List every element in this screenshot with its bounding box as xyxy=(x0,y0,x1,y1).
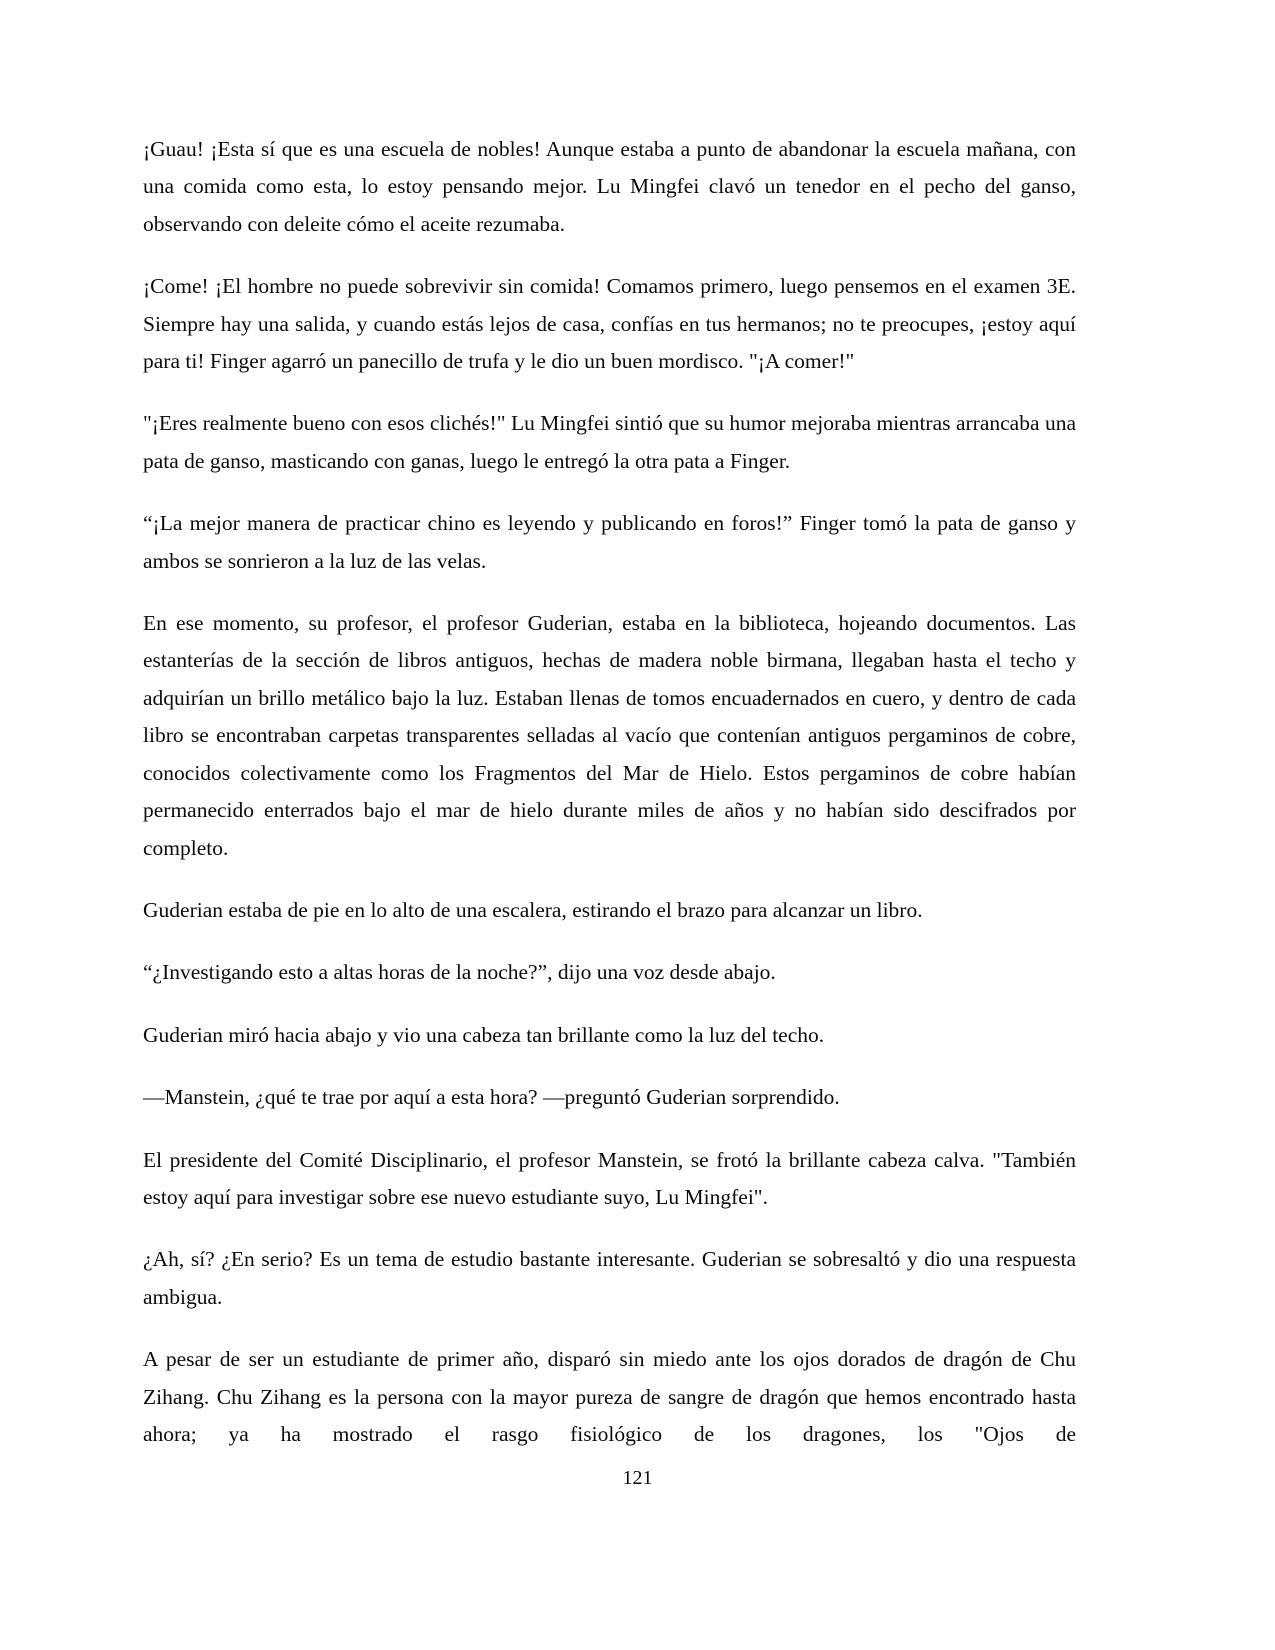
paragraph-6: Guderian estaba de pie en lo alto de una escalera, estirando el brazo para alcanzar un libro. xyxy=(143,897,923,922)
paragraph-11: ¿Ah, sí? ¿En serio? Es un tema de estudio bastante interesante. Guderian se sobresaltó y dio una respuesta ambigua. xyxy=(143,1247,1076,1309)
paragraph-12: A pesar de ser un estudiante de primer año, disparó sin miedo ante los ojos dorados de dragón de Chu Zihang. Chu Zihang es la persona con la mayor pureza de sangre de dragón que hemos encontrado hasta ahora; ya ha mostrado el rasgo fisiológico de los dragones, los "Ojos de xyxy=(143,1347,1076,1446)
paragraph-4: “¡La mejor manera de practicar chino es leyendo y publicando en foros!” Finger tomó la pata de ganso y ambos se sonrieron a la luz de las velas. xyxy=(143,511,1076,573)
paragraph-9: —Manstein, ¿qué te trae por aquí a esta hora? —preguntó Guderian sorprendido. xyxy=(143,1085,840,1110)
body-text-column xyxy=(143,131,1076,1491)
paragraph-1: ¡Guau! ¡Esta sí que es una escuela de nobles! Aunque estaba a punto de abandonar la escuela mañana, con una comida como esta, lo estoy pensando mejor. Lu Mingfei clavó un tenedor en el pecho del ganso, observando con deleite cómo el aceite rezumaba. xyxy=(143,137,1076,236)
paragraph-3: "¡Eres realmente bueno con esos clichés!" Lu Mingfei sintió que su humor mejoraba mientras arrancaba una pata de ganso, masticando con ganas, luego le entregó la otra pata a Finger. xyxy=(143,411,1076,473)
paragraph-2: ¡Come! ¡El hombre no puede sobrevivir sin comida! Comamos primero, luego pensemos en el examen 3E. Siempre hay una salida, y cuando estás lejos de casa, confías en tus hermanos; no te preocupes, ¡estoy aquí para ti! Finger agarró un panecillo de trufa y le dio un buen mordisco. "¡A comer!" xyxy=(143,274,1076,374)
page-number: 121 xyxy=(622,1467,653,1489)
paragraph-10: El presidente del Comité Disciplinario, el profesor Manstein, se frotó la brillante cabeza calva. "También estoy aquí para investigar sobre ese nuevo estudiante suyo, Lu Mingfei". xyxy=(143,1147,1076,1209)
paragraph-5: En ese momento, su profesor, el profesor Guderian, estaba en la biblioteca, hojeando documentos. Las estanterías de la sección de libros antiguos, hechas de madera noble birmana, llegaban hasta el techo y adquirían un brillo metálico bajo la luz. Estaban llenas de tomos encuadernados en cuero, y dentro de cada libro se encontraban carpetas transparentes selladas al vacío que contenían antiguos pergaminos de cobre, conocidos colectivamente como los Fragmentos del Mar de Hielo. Estos pergaminos de cobre habían permanecido enterrados bajo el mar de hielo durante miles de años y no habían sido descifrados por completo. xyxy=(143,611,1076,860)
paragraph-8: Guderian miró hacia abajo y vio una cabeza tan brillante como la luz del techo. xyxy=(143,1022,825,1047)
paragraph-7: “¿Investigando esto a altas horas de la noche?”, dijo una voz desde abajo. xyxy=(143,960,776,985)
